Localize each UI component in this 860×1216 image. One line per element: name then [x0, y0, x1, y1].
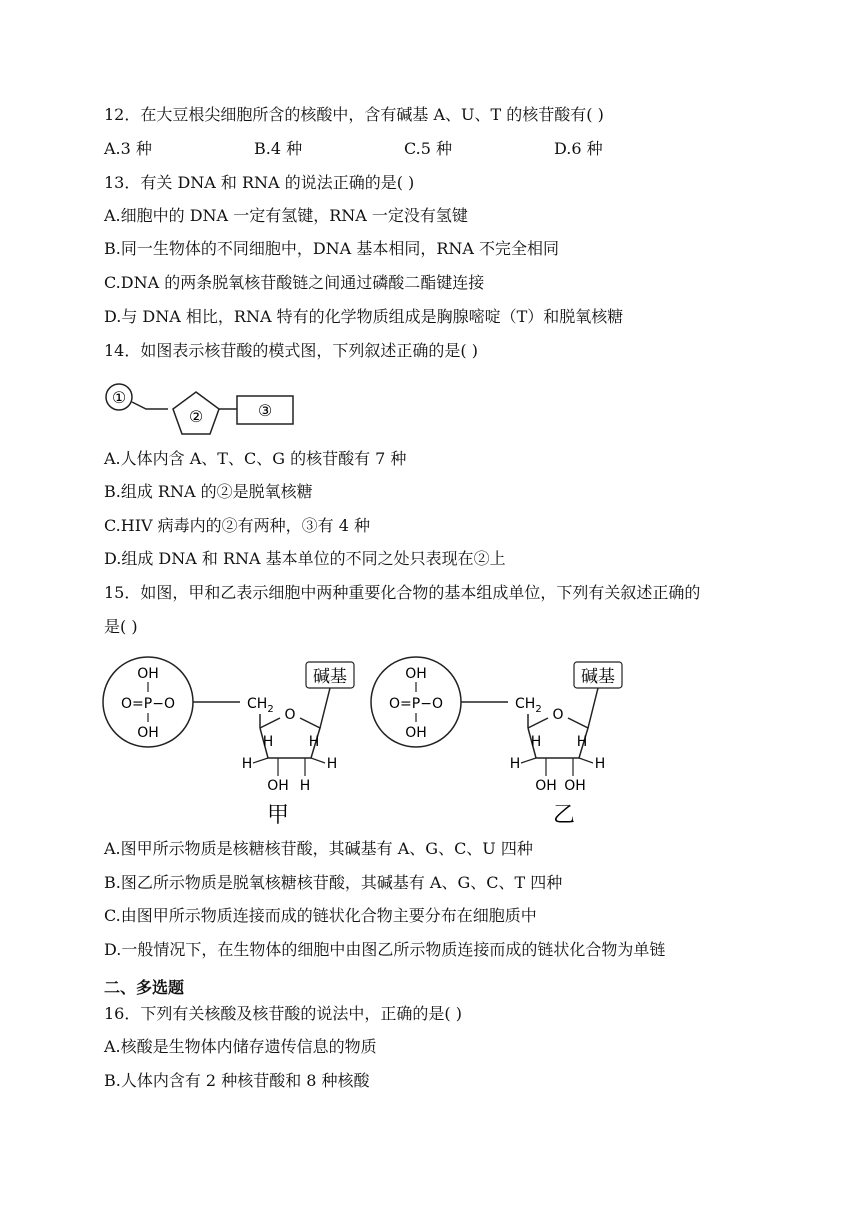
q16-stem: 16．下列有关核酸及核苷酸的说法中，正确的是( )	[104, 1004, 462, 1023]
q16-option-b: B.人体内含有 2 种核苷酸和 8 种核酸	[104, 1071, 370, 1090]
ch2-label-jia: $CH_2$	[247, 696, 274, 715]
h-label-c4-upper-jia: H	[262, 734, 274, 750]
q13-stem: 13．有关 DNA 和 RNA 的说法正确的是( )	[104, 173, 415, 192]
q13-option-b: B.同一生物体的不同细胞中，DNA 基本相同，RNA 不完全相同	[104, 239, 560, 258]
section-heading-multiple-choice: 二、多选题	[104, 978, 185, 997]
base-label-jia: 碱基	[313, 667, 347, 687]
phosphate-oh-bottom-jia: OH	[137, 725, 159, 741]
q13-option-d: D.与 DNA 相比，RNA 特有的化学物质组成是胸腺嘧啶（T）和脱氧核糖	[104, 307, 624, 326]
ring-o-yi: O	[552, 707, 564, 723]
nucleotide-structure-figure	[100, 650, 630, 832]
ring-jia	[260, 718, 280, 728]
h-bond-left-jia	[253, 758, 268, 763]
base-bond-yi	[588, 688, 598, 728]
base-bond-jia	[320, 688, 330, 728]
h-label-c2-jia: H	[299, 778, 311, 794]
figure-name-yi: 乙	[552, 803, 576, 828]
figure-name-jia: 甲	[266, 803, 290, 828]
figure-label-2: ②	[188, 407, 204, 426]
oh-label-c3-jia: OH	[267, 778, 289, 794]
figure-label-1: ①	[111, 388, 127, 407]
oh-label-c2-yi: OH	[564, 778, 586, 794]
bond-line-1	[132, 402, 168, 409]
h-label-c1-upper-yi: H	[576, 734, 588, 750]
phosphate-oh-bottom-yi: OH	[405, 725, 427, 741]
q12-option-b: B.4 种	[254, 139, 303, 158]
q14-option-a: A.人体内含 A、T、C、G 的核苷酸有 7 种	[104, 449, 407, 468]
q16-option-a: A.核酸是生物体内储存遗传信息的物质	[104, 1037, 377, 1056]
phosphate-group-jia: O=P−O	[121, 696, 175, 712]
ring-yi	[528, 718, 548, 728]
nucleotide-schematic-figure	[100, 376, 300, 438]
q12-option-d: D.6 种	[554, 139, 603, 158]
h-bond-right-jia	[311, 758, 325, 763]
phosphate-group-yi: O=P−O	[389, 696, 443, 712]
h-label-left-yi: H	[509, 756, 521, 772]
nucleotide-jia	[103, 657, 354, 828]
q14-option-c: C.HIV 病毒内的②有两种，③有 4 种	[104, 516, 371, 535]
q13-option-c: C.DNA 的两条脱氧核苷酸链之间通过磷酸二酯键连接	[104, 273, 485, 292]
h-bond-right-yi	[579, 758, 593, 763]
h-label-c1-upper-jia: H	[308, 734, 320, 750]
q15-option-c: C.由图甲所示物质连接而成的链状化合物主要分布在细胞质中	[104, 906, 537, 925]
q12-stem: 12．在大豆根尖细胞所含的核酸中，含有碱基 A、U、T 的核苷酸有( )	[104, 105, 604, 124]
q12-option-c: C.5 种	[404, 139, 453, 158]
nucleotide-yi	[371, 657, 622, 828]
h-label-right-yi: H	[594, 756, 606, 772]
q15-option-a: A.图甲所示物质是核糖核苷酸，其碱基有 A、G、C、U 四种	[104, 839, 533, 858]
h-label-left-jia: H	[241, 756, 253, 772]
oh-label-c3-yi: OH	[535, 778, 557, 794]
phosphate-oh-top-yi: OH	[405, 666, 427, 682]
q13-option-a: A.细胞中的 DNA 一定有氢键，RNA 一定没有氢键	[104, 206, 468, 225]
h-bond-left-yi	[521, 758, 536, 763]
ring-o-jia: O	[284, 707, 296, 723]
q15-stem-line2: 是( )	[104, 617, 138, 636]
h-label-right-jia: H	[326, 756, 338, 772]
q14-option-d: D.组成 DNA 和 RNA 基本单位的不同之处只表现在②上	[104, 549, 506, 568]
h-label-c4-upper-yi: H	[530, 734, 542, 750]
q15-stem-line1: 15．如图，甲和乙表示细胞中两种重要化合物的基本组成单位，下列有关叙述正确的	[104, 583, 701, 602]
phosphate-oh-top-jia: OH	[137, 666, 159, 682]
q12-option-a: A.3 种	[104, 139, 152, 158]
q15-option-b: B.图乙所示物质是脱氧核糖核苷酸，其碱基有 A、G、C、T 四种	[104, 873, 563, 892]
q14-stem: 14．如图表示核苷酸的模式图，下列叙述正确的是( )	[104, 341, 478, 360]
q14-option-b: B.组成 RNA 的②是脱氧核糖	[104, 482, 313, 501]
base-label-yi: 碱基	[581, 667, 615, 687]
ch2-label-yi: $CH_2$	[515, 696, 542, 715]
figure-label-3: ③	[257, 401, 273, 420]
q15-option-d: D.一般情况下，在生物体的细胞中由图乙所示物质连接而成的链状化合物为单链	[104, 940, 666, 959]
